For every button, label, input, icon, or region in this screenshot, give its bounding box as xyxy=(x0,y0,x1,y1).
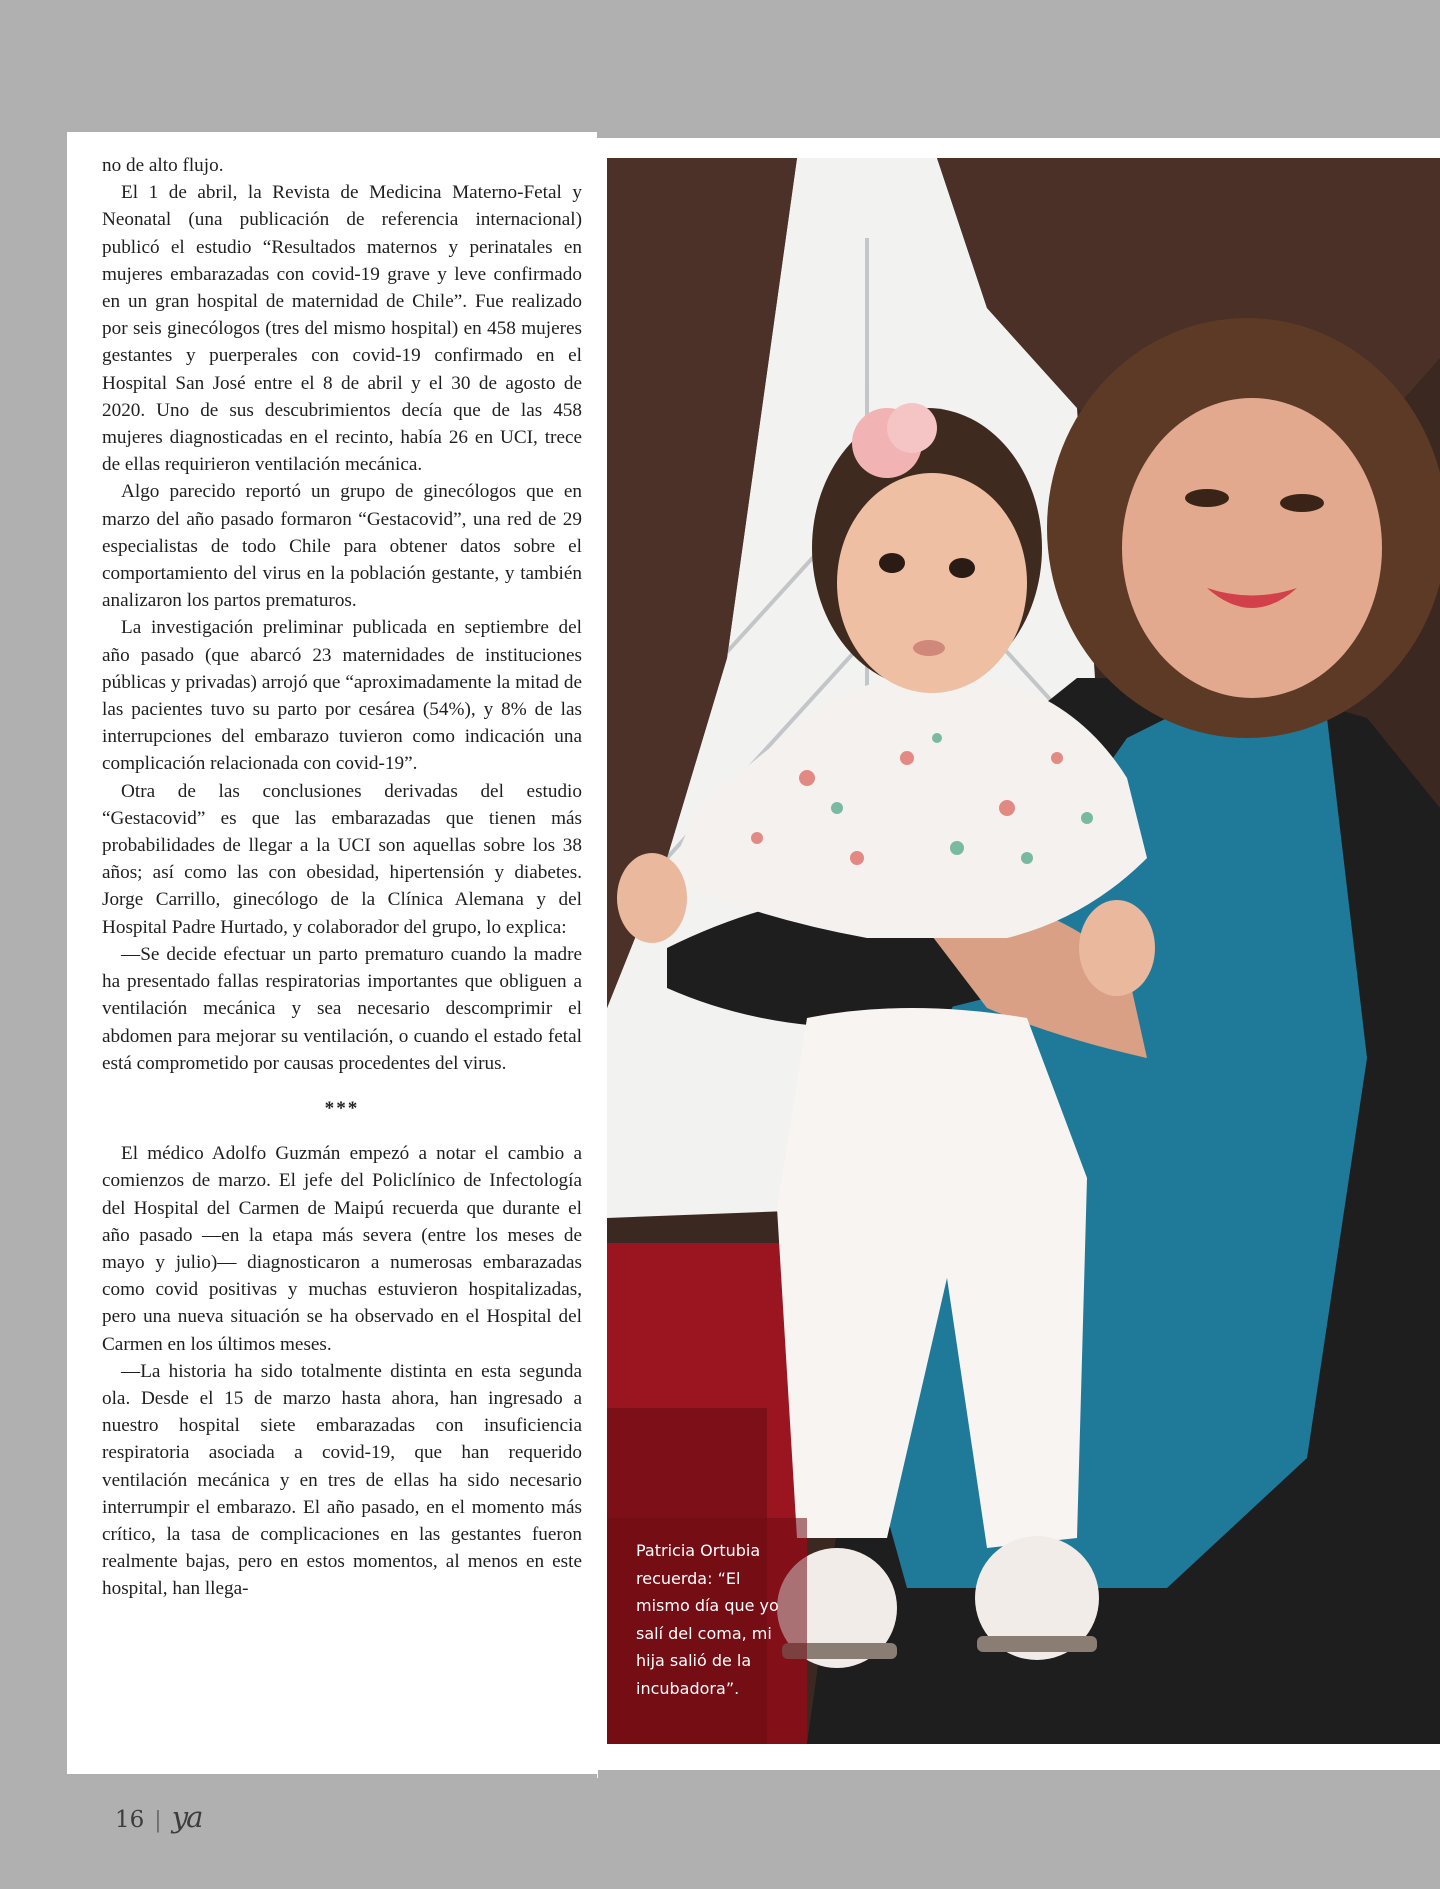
magazine-logo: ya xyxy=(171,1800,202,1834)
article-paragraph: La investigación preliminar publicada en septiembre del año pasado (que abarcó 23 maternidades de instituciones públicas y privadas) arrojó que “aproximadamente la mitad de las pacientes tuvo su parto por cesárea (54%), y 8% de las interrupciones del embarazo tuvieron como indicación una complicación relacionada con covid-19”. xyxy=(102,617,582,775)
photo-mother-and-baby xyxy=(607,158,1440,1744)
article-paragraph: Otra de las conclusiones derivadas del estudio “Gestacovid” es que las embarazadas que tienen más probabilidades de llegar a la UCI son aquellas sobre los 38 años; así como las con obesidad, hipertensión y diabetes. Jorge Carrillo, ginecólogo de la Clínica Alemana y del Hospital Padre Hurtado, y colaborador del grupo, lo explica: xyxy=(102,780,582,938)
section-separator: *** xyxy=(324,1097,360,1119)
article-paragraph: —Se decide efectuar un parto prematuro cuando la madre ha presentado fallas respiratorias importantes que obliguen a ventilación mecánica y sea necesario descomprimir el abdomen para mejorar su ventilación, o cuando el estado fetal está comprometido por causas procedentes del virus. xyxy=(102,943,582,1074)
photo-caption: Patricia Ortubia recuerda: “El mismo día que yo salí del coma, mi hija salió de la incubadora”. xyxy=(636,1541,779,1698)
article-paragraph: El 1 de abril, la Revista de Medicina Materno-Fetal y Neonatal (una publicación de referencia internacional) publicó el estudio “Resultados maternos y perinatales en mujeres embarazadas con covid-19 grave y leve confirmado en un gran hospital de maternidad de Chile”. Fue realizado por seis ginecólogos (tres del mismo hospital) en 458 mujeres gestantes y puerperales con covid-19 confirmado en el Hospital San José entre el 8 de abril y el 30 de agosto de 2020. Uno de sus descubrimientos decía que de las 458 mujeres diagnosticadas en el recinto, había 26 en UCI, trece de ellas requirieron ventilación mecánica. xyxy=(102,182,582,476)
article-paragraph: Algo parecido reportó un grupo de ginecólogos que en marzo del año pasado formaron “Gestacovid”, una red de 29 especialistas de todo Chile para obtener datos sobre el comportamiento del virus en la población gestante, y también analizaron los partos prematuros. xyxy=(102,481,582,612)
footer-divider: | xyxy=(154,1808,162,1833)
page-footer xyxy=(115,1800,201,1834)
article-paragraph: no de alto flujo. xyxy=(102,155,224,176)
page-number: 16 xyxy=(115,1807,145,1833)
caption-rule xyxy=(597,1520,598,1778)
article-paragraph: El médico Adolfo Guzmán empezó a notar el cambio a comienzos de marzo. El jefe del Policlínico de Infectología del Hospital del Carmen de Maipú recuerda que durante el año pasado —en la etapa más severa (entre los meses de mayo y julio)— diagnosticaron a numerosas embarazadas como covid positivas y muchas estuvieron hospitalizadas, pero una nueva situación se ha observado en el Hospital del Carmen en los últimos meses. xyxy=(102,1143,582,1355)
article-body xyxy=(102,152,582,1603)
article-paragraph: —La historia ha sido totalmente distinta en esta segunda ola. Desde el 15 de marzo hasta ahora, han ingresado a nuestro hospital siete embarazadas con insuficiencia respiratoria asociada a covid-19, que han requerido ventilación mecánica y en tres de ellas ha sido necesario interrumpir el embarazo. El año pasado, en el momento más crítico, la tasa de complicaciones en las gestantes fueron realmente bajas, pero en estos momentos, al menos en este hospital, han llega- xyxy=(102,1360,582,1600)
